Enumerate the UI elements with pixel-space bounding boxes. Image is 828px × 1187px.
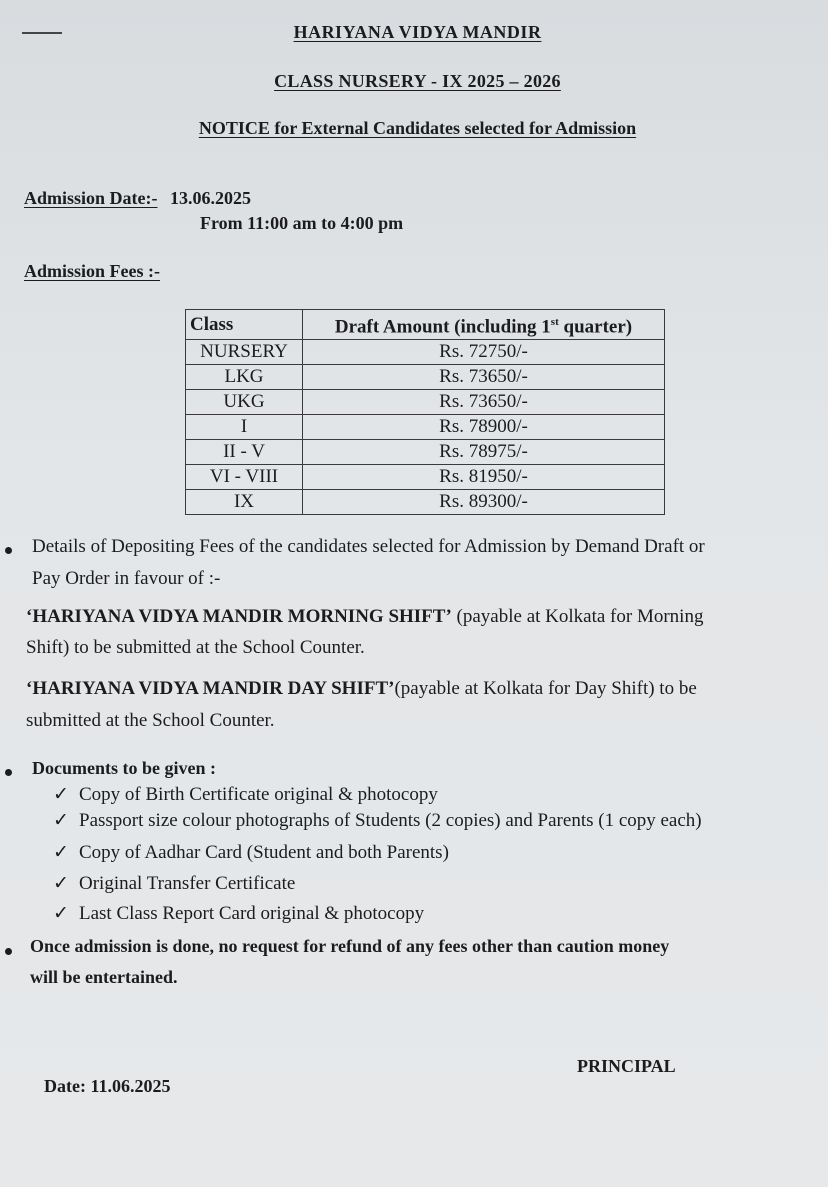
admission-time: From 11:00 am to 4:00 pm — [200, 213, 404, 233]
table-row — [186, 465, 665, 490]
refund-line-2: will be entertained. — [30, 967, 178, 987]
document-item: ✓ Copy of Birth Certificate original & photocopy — [53, 784, 438, 805]
row-amount: Rs. 73650/- — [303, 390, 665, 415]
bullet-icon — [5, 948, 12, 955]
check-icon: ✓ — [53, 810, 69, 831]
bullet-icon — [5, 547, 12, 554]
bullet-icon — [5, 769, 12, 776]
row-class: UKG — [186, 390, 303, 415]
morning-shift-line-2: Shift) to be submitted at the School Counter. — [26, 637, 365, 658]
table-row — [186, 365, 665, 390]
fees-table — [185, 309, 665, 515]
document-item: ✓ Copy of Aadhar Card (Student and both Parents) — [53, 842, 449, 863]
row-class: I — [186, 415, 303, 440]
check-icon: ✓ — [53, 873, 69, 894]
notice-title: NOTICE for External Candidates selected for Admission — [198, 118, 637, 138]
admission-date-value: 13.06.2025 — [170, 188, 251, 208]
admission-fees-label: Admission Fees :- — [24, 261, 160, 281]
check-icon: ✓ — [53, 842, 69, 863]
row-class: IX — [186, 490, 303, 515]
deposit-line-2: Pay Order in favour of :- — [32, 568, 221, 589]
row-amount: Rs. 73650/- — [303, 365, 665, 390]
row-class: II - V — [186, 440, 303, 465]
school-name: HARIYANA VIDYA MANDIR — [293, 22, 542, 42]
admission-date-label: Admission Date:- — [24, 188, 158, 208]
table-row — [186, 440, 665, 465]
row-class: NURSERY — [186, 340, 303, 365]
check-icon: ✓ — [53, 784, 69, 805]
day-shift-line: ‘HARIYANA VIDYA MANDIR DAY SHIFT’(payable at Kolkata for Day Shift) to be — [26, 678, 697, 699]
day-shift-payee: ‘HARIYANA VIDYA MANDIR DAY SHIFT’ — [26, 678, 395, 699]
check-icon: ✓ — [53, 903, 69, 924]
row-class: LKG — [186, 365, 303, 390]
document-item: ✓ Original Transfer Certificate — [53, 873, 296, 894]
header-class: Class — [186, 310, 303, 340]
day-shift-line-2: submitted at the School Counter. — [26, 710, 275, 731]
deposit-line-1: Details of Depositing Fees of the candidates selected for Admission by Demand Draft or — [32, 536, 705, 557]
table-row — [186, 390, 665, 415]
fees-table-header — [186, 310, 665, 340]
issue-date: Date: 11.06.2025 — [44, 1076, 171, 1096]
morning-shift-payee: ‘HARIYANA VIDYA MANDIR MORNING SHIFT’ — [26, 606, 452, 627]
table-row — [186, 415, 665, 440]
row-amount: Rs. 78975/- — [303, 440, 665, 465]
document-item: ✓ Last Class Report Card original & photocopy — [53, 903, 425, 924]
table-row — [186, 490, 665, 515]
class-line: CLASS NURSERY - IX 2025 – 2026 — [274, 71, 561, 91]
table-row — [186, 340, 665, 365]
admission-date — [24, 188, 251, 209]
principal-signatory: PRINCIPAL — [577, 1056, 676, 1076]
row-amount: Rs. 89300/- — [303, 490, 665, 515]
row-amount: Rs. 81950/- — [303, 465, 665, 490]
row-class: VI - VIII — [186, 465, 303, 490]
row-amount: Rs. 72750/- — [303, 340, 665, 365]
row-amount: Rs. 78900/- — [303, 415, 665, 440]
header-amount: Draft Amount (including 1st quarter) — [303, 310, 665, 340]
document-item: ✓ Passport size colour photographs of Students (2 copies) and Parents (1 copy each) — [53, 810, 702, 831]
documents-title: Documents to be given : — [32, 758, 216, 778]
refund-line-1: Once admission is done, no request for refund of any fees other than caution money — [30, 936, 670, 956]
morning-shift-line: ‘HARIYANA VIDYA MANDIR MORNING SHIFT’ (payable at Kolkata for Morning — [26, 606, 704, 627]
